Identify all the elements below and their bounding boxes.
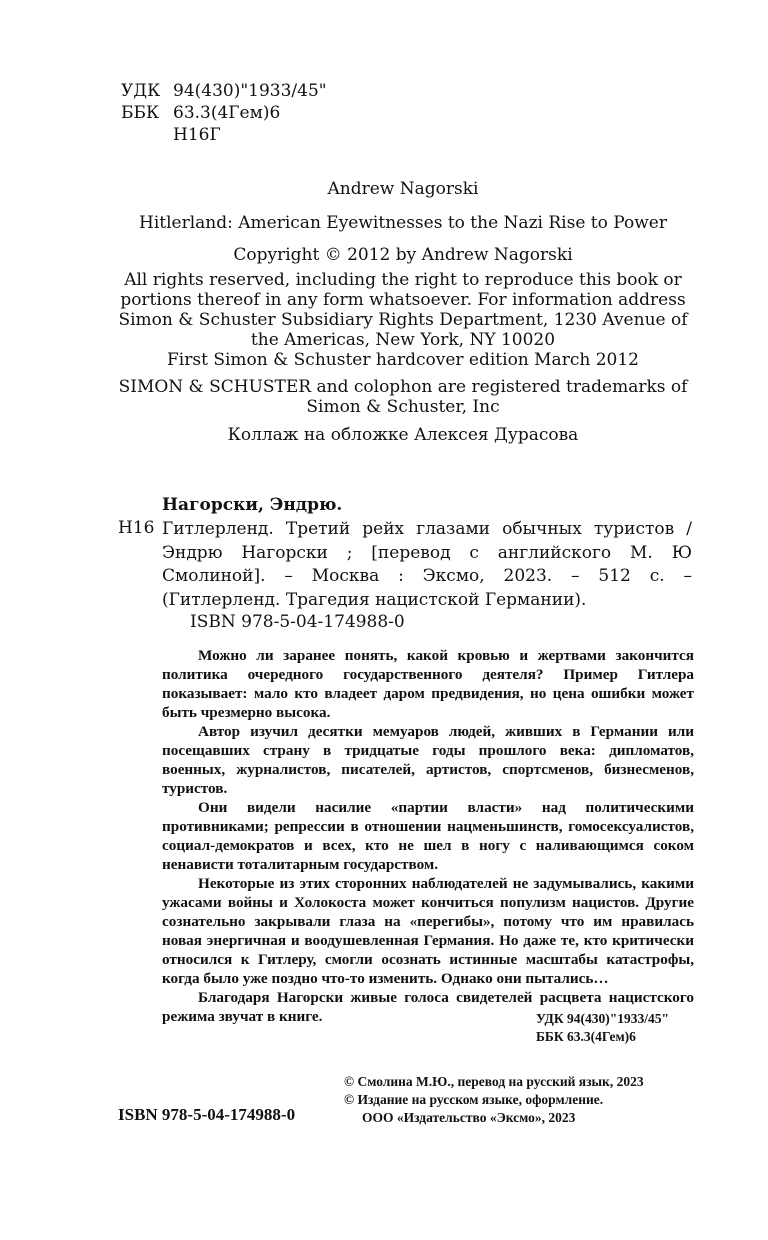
udk-value: 94(430)"1933/45" bbox=[173, 81, 327, 101]
bbk-label: ББК bbox=[121, 103, 160, 123]
isbn-main: ISBN 978-5-04-174988-0 bbox=[190, 612, 405, 632]
udk-small: УДК 94(430)"1933/45" bbox=[536, 1011, 669, 1026]
annotation-paragraph: Можно ли заранее понять, какой кровью и жертвами закончится политика очередного государственного деятеля? Пример Гитлера показывает: мало кто владеет даром предвидения, но цена ошибки может быть чрезмерно высока. bbox=[162, 647, 694, 721]
copyright-block bbox=[344, 1073, 644, 1127]
classification-block bbox=[121, 80, 327, 146]
annotation bbox=[162, 646, 694, 1026]
udk-label: УДК bbox=[121, 81, 161, 101]
original-title: Hitlerland: American Eyewitnesses to the Nazi Rise to Power bbox=[139, 213, 667, 233]
udk-bbk-small bbox=[536, 1010, 669, 1046]
annotation-paragraph: Они видели насилие «партии власти» над политическими противниками; репрессии в отношении нацменьшинств, гомосексуалистов, социал-демократов и всех, кто не шел в ногу с наливающимся соком ненависти тоталитарным государством. bbox=[162, 799, 694, 873]
author-sign-label bbox=[121, 124, 173, 146]
author-sign-value: Н16Г bbox=[173, 125, 221, 145]
trademark-note: SIMON & SCHUSTER and colophon are registered trademarks of Simon & Schuster, Inc bbox=[118, 377, 688, 417]
isbn-bottom: ISBN 978-5-04-174988-0 bbox=[118, 1105, 296, 1124]
author-sign-row bbox=[121, 124, 327, 146]
publisher-copyright: ООО «Издательство «Эксмо», 2023 bbox=[362, 1110, 576, 1125]
annotation-paragraph: Автор изучил десятки мемуаров людей, живших в Германии или посещавших страну в тридцатые годы прошлого века: дипломатов, военных, журналистов, писателей, артистов, спортсменов, бизнесменов, туристов. bbox=[162, 723, 694, 797]
author-cipher: Н16 bbox=[118, 518, 155, 538]
edition-copyright: © Издание на русском языке, оформление. bbox=[344, 1092, 604, 1107]
annotation-paragraph: Благодаря Нагорски живые голоса свидетелей расцвета нацистского режима звучат в книге. bbox=[162, 989, 694, 1025]
cover-credit: Коллаж на обложке Алексея Дурасова bbox=[227, 425, 579, 445]
bibliographic-text: Гитлерленд. Третий рейх глазами обычных туристов / Эндрю Нагорски ; [перевод с английского М. Ю Смолиной]. – Москва : Эксмо, 2023. – 512 с. – (Гитлерленд. Трагедия нацистской Германии). bbox=[162, 519, 692, 610]
translation-copyright: © Смолина М.Ю., перевод на русский язык, 2023 bbox=[344, 1074, 644, 1089]
bibliographic-description bbox=[162, 518, 692, 612]
annotation-paragraph: Некоторые из этих сторонних наблюдателей не задумывались, какими ужасами войны и Холокоста может кончиться популизм нацистов. Другие сознательно закрывали глаза на «перегибы», потому что им нравилась новая энергичная и воодушевленная Германия. Но даже те, кто критически относился к Гитлеру, смогли осознать истинные масштабы катастрофы, когда было уже поздно что-то изменить. Однако они пытались… bbox=[162, 875, 694, 987]
bbk-small: ББК 63.3(4Гем)6 bbox=[536, 1029, 636, 1044]
first-edition-note: First Simon & Schuster hardcover edition March 2012 bbox=[167, 350, 639, 370]
rights-notice: All rights reserved, including the right to reproduce this book or portions thereof in any form whatsoever. For information address Simon & Schuster Subsidiary Rights Department, 1230 Avenue of the Americas, New York, NY 10020 bbox=[118, 270, 688, 350]
original-author: Andrew Nagorski bbox=[327, 179, 479, 199]
udk-row bbox=[121, 80, 327, 102]
bbk-value: 63.3(4Гем)6 bbox=[173, 103, 281, 123]
bbk-row bbox=[121, 102, 327, 124]
bibliographic-heading: Нагорски, Эндрю. bbox=[162, 495, 343, 515]
copyright-notice: Copyright © 2012 by Andrew Nagorski bbox=[233, 245, 573, 265]
